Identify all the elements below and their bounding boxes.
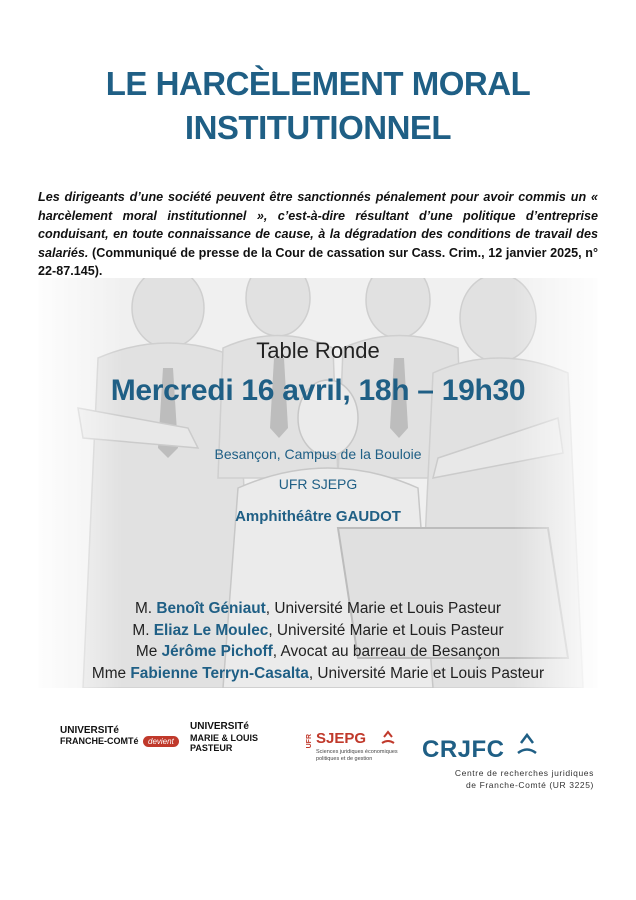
uml-logo-line-3: PASTEUR — [190, 743, 233, 753]
devient-badge — [143, 736, 179, 747]
intro-quote: Les dirigeants d’une société peuvent être sanctionnés pénalement pour avoir commis un « harcèlement moral institutionnel », c’est-à-dire résultant d’une politique d’entreprise conduisant, en toute connaissance de cause, à la dégradation des conditions de travail des salariés. — [38, 190, 598, 260]
sjepg-subtitle-2: politiques et de gestion — [316, 756, 373, 762]
speaker-title: M. — [134, 600, 157, 617]
speaker-name: Benoît Géniaut — [156, 600, 266, 617]
speaker-item — [0, 598, 636, 620]
speaker-item — [0, 641, 636, 663]
speaker-title: M. — [132, 621, 154, 639]
crjfc-name: CRJFC — [422, 736, 505, 763]
event-type: Table Ronde — [256, 338, 380, 363]
speaker-affiliation: , Avocat au barreau de Besançon — [272, 643, 501, 660]
speaker-title: Me — [135, 643, 162, 660]
speaker-affiliation: , Université Marie et Louis Pasteur — [308, 664, 545, 682]
devient-text: devient — [148, 737, 174, 746]
title-line-2: INSTITUTIONNEL — [184, 109, 452, 146]
uml-logo-line-1: UNIVERSITé — [190, 721, 249, 732]
crjfc-subtitle-2: de Franche-Comté (UR 3225) — [465, 780, 594, 790]
ufc-logo — [60, 725, 139, 747]
speaker-name: Fabienne Terryn-Casalta — [130, 664, 309, 682]
speaker-item — [0, 663, 636, 685]
sjepg-name: SJEPG — [316, 730, 367, 747]
crjfc-emblem-icon — [515, 732, 539, 758]
event-ufr: UFR SJEPG — [278, 476, 358, 492]
intro-source: (Communiqué de presse de la Cour de cassation sur Cass. Crim., 12 janvier 2025, n° 22-87.145). — [38, 245, 598, 279]
speaker-item — [0, 620, 636, 642]
uml-logo-line-2: MARIE & LOUIS — [190, 732, 259, 743]
sjepg-emblem-icon — [380, 730, 396, 746]
page-title — [0, 62, 636, 150]
speaker-title: Mme — [91, 664, 131, 682]
event-room: Amphithéâtre GAUDOT — [235, 508, 401, 525]
intro-paragraph — [38, 188, 598, 281]
title-line-1: LE HARCÈLEMENT MORAL — [105, 65, 531, 102]
sjepg-subtitle-1: Sciences juridiques économiques — [316, 749, 398, 755]
speaker-name: Jérôme Pichoff — [161, 643, 273, 660]
ufc-logo-line-1: UNIVERSITé — [60, 725, 119, 736]
uml-logo — [190, 722, 258, 754]
ufc-logo-line-2: FRANCHE-COMTé — [60, 736, 139, 746]
event-location: Besançon, Campus de la Bouloie — [214, 446, 422, 462]
speaker-list — [0, 598, 636, 684]
event-date: Mercredi 16 avril, 18h – 19h30 — [110, 374, 526, 407]
speaker-affiliation: , Université Marie et Louis Pasteur — [265, 600, 502, 617]
sjepg-ufr: UFR — [306, 734, 313, 749]
crjfc-subtitle-1: Centre de recherches juridiques — [454, 768, 594, 778]
speaker-name: Eliaz Le Moulec — [153, 621, 269, 639]
speaker-affiliation: , Université Marie et Louis Pasteur — [268, 621, 504, 639]
crjfc-logo — [422, 736, 602, 796]
